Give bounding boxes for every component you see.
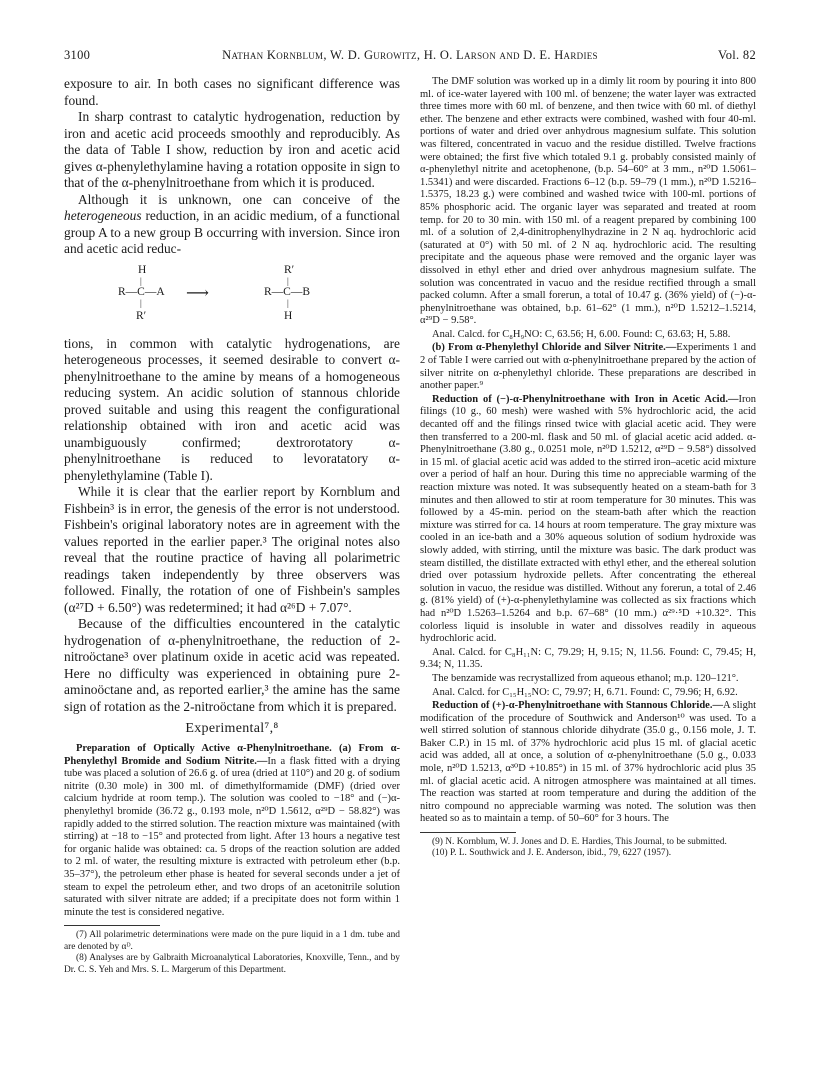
paragraph: tions, in common with catalytic hydrogenations, are heterogeneous processes, it seemed desirable to convert α-phenylnitroethane to the amine by means of a homogeneous reducing system. An acidic solution of stannous chloride proved suitable and using this reagent the configurational relationship obtained with iron and acetic acid was unambiguously confirmed; dextrorotatory α-phenylnitroethane is reduced to levoratatory α-phenylethylamine (Table I). <box>64 335 400 483</box>
paragraph: Reduction of (−)-α-Phenylnitroethane with Iron in Acetic Acid.—Iron filings (10 g., 60 mesh) were washed with 5% hydrochloric acid, the acid decanted off and the filings rinsed twice with glacial acetic acid. They were then transferred to a 200-ml. flask and 50 ml. of glacial acetic acid added. α-Phenylnitroethane (3.80 g., 0.0251 mole, n²⁰D 1.5212, α²⁹D − 9.58°) dissolved in 15 ml. of glacial acetic acid was added to the stirred iron–acetic acid mixture over a period of half an hour. During this time no appreciable warming of the reaction mixture was noted. It was subsequently heated on a steam-bath for 3 minutes and then allowed to stir at room temperature for 30 minutes. This was followed by a 45-min. period on the steam-bath after which the reaction mixture was stirred for ca. 14 hours at room temperature. The gray mixture was cooled in an ice-bath and a 30% aqueous solution of sodium hydroxide was slowly added, with stirring, until the mixture was basic. The dark product was steam distilled, the distillate extracted with ethyl ether, and the ethereal solution dried over potassium hydroxide pellets. After concentrating the ethereal solution in vacuo, the residue was distilled. Without any forerun, a total of 2.46 g. (81% yield) of (+)-α-phenylethylamine was collected as six fractions which had n²⁰D 1.5263–1.5264 and b.p. 67–68° (10 mm.) α²⁹·⁵D +10.32°. This colorless liquid is insoluble in water and dissolves readily in aqueous hydrochloric acid. <box>420 393 756 645</box>
experimental-heading: Experimental⁷,⁸ <box>185 721 279 736</box>
footnote-rule <box>420 832 516 833</box>
paragraph: Although it is unknown, one can conceive of the heterogeneous reduction, in an acidic medium, of a functional group A to a new group B occurring with inversion. Since iron and acetic acid reduc- <box>64 191 400 256</box>
footnote-rule <box>64 925 160 926</box>
footnote: (9) N. Kornblum, W. J. Jones and D. E. Hardies, This Journal, to be submitted. <box>432 837 727 848</box>
scheme-rprime-bottom: R′ <box>136 309 147 322</box>
paragraph: (b) From α-Phenylethyl Chloride and Silver Nitrite.—Experiments 1 and 2 of Table I were carried out with α-phenylnitroethane prepared by the action of silver nitrite on α-phenylethyl chloride. These preparations are described in another paper.⁹ <box>420 342 756 392</box>
running-header <box>64 48 756 66</box>
scheme-arrow: ⟶ <box>186 284 209 302</box>
scheme-left-chain: R—C—A <box>118 285 165 298</box>
page-number: 3100 <box>64 48 91 62</box>
scheme-h-left: H <box>138 263 147 276</box>
right-column <box>420 76 756 860</box>
paragraph: In sharp contrast to catalytic hydrogenation, reduction by iron and acetic acid proceeds smoothly and reproducibly. As the data of Table I show, reduction by iron and acetic acid gives α-phenylethylamine having a rotation opposite in sign to that of the α-phenylnitroethane from which it is produced. <box>64 109 400 190</box>
reaction-scheme: H R′ | | R—C—A ⟶ R—C—B | | R′ H <box>118 263 311 322</box>
analysis: Anal. Calcd. for C₈H₁₁N: C, 79.29; H, 9.15; N, 11.56. Found: C, 79.45; H, 9.34; N, 11.35. <box>420 646 756 671</box>
paragraph: Preparation of Optically Active α-Phenylnitroethane. (a) From α-Phenylethyl Bromide and Sodium Nitrite.—In a flask fitted with a drying tube was placed a solution of 26.6 g. of urea (dried at 110°) and 20 g. of sodium nitrite (0.30 mole) in 300 ml. of dimethylformamide (DMF) (dried over calcium hydride at room temp.). The solution was cooled to −18° and (−)α-phenylethyl bromide (36.72 g., 0.193 mole, n²⁰D 1.5612, α²⁹D − 58.82°) was rapidly added to the stirred solution. The reaction mixture was maintained (with stirring) at −18 to −15° and protected from light. After 13 hours a negative test for organic halide was obtained: ca. 5 drops of the reaction solution are added to 2 ml. of water, the resulting mixture is extracted with petroleum ether (b.p. 35–37°), the petroleum ether phase is heated for several seconds under a jet of steam to expel the petroleum ether, and two drops of an acetonitrile solution saturated with silver nitrate are added; if a precipitate does not form within 1 minute the test is considered negative. <box>64 743 400 918</box>
footnotes <box>64 930 400 976</box>
volume-number: Vol. 82 <box>718 48 756 62</box>
paragraph: exposure to air. In both cases no significant difference was found. <box>64 76 400 108</box>
paragraph: The benzamide was recrystallized from aqueous ethanol; m.p. 120–121°. <box>432 672 739 684</box>
footnote: (8) Analyses are by Galbraith Microanalytical Laboratories, Knoxville, Tenn., and by Dr. C. S. Yeh and Mrs. S. L. Margerum of this Department. <box>64 953 400 975</box>
paragraph: The DMF solution was worked up in a dimly lit room by pouring it into 800 ml. of ice-water layered with 100 ml. of benzene; the water layer was extracted three times more with 60 ml. of benzene, and then twice with 60 ml. of diethyl ether. The benzene and ether extracts were combined, washed with four 40-ml. portions of water and dried over anhydrous magnesium sulfate. This solution was filtered, concentrated in vacuo and the residue distilled. Twelve fractions were obtained; the first five which totaled 9.1 g. probably consisted mainly of α-phenylethyl nitrite and acetophenone, (b.p. 54–60° at 3 mm., n²⁰D 1.5061–1.5341) and were discarded. Fractions 6–12 (b.p. 59–79 (1 mm.), n²⁰D 1.5216–1.5375, 18.23 g.) were combined and washed twice with 100-ml. portions of 85% phosphoric acid. The organic layer was separated and treated at room temp. for 20 to 30 min. with 150 ml. of a reagent prepared by combining 100 ml. of a solution of 2,4-dinitrophenylhydrazine in 2 N aq. hydrochloric acid (saturated at 0°) with 50 ml. of 2 N aq. hydrochloric acid. The resulting precipitate and the aqueous phase were removed and the organic layer was dissolved in ethyl ether and dried over anhydrous magnesium sulfate. The solution was concentrated in vacuo and the residue rectified through a small packed column. After a small forerun, a total of 10.47 g. (36% yield) of (−)-α-phenylnitroethane was obtained, b.p. 61–62° (1 mm.), n²⁰D 1.5212–1.5214, α²⁹D − 9.58°. <box>420 76 756 327</box>
analysis: Anal. Calcd. for C₁₅H₁₅NO: C, 79.97; H, 6.71. Found: C, 79.96; H, 6.92. <box>432 686 738 698</box>
footnote: (7) All polarimetric determinations were made on the pure liquid in a 1 dm. tube and are denoted by αᴰ. <box>64 930 400 952</box>
running-head-authors: Nathan Kornblum, W. D. Gurowitz, H. O. Larson and D. E. Hardies <box>222 48 598 62</box>
paragraph: Because of the difficulties encountered in the catalytic hydrogenation of α-phenylnitroethane, the reduction of 2-nitroöctane³ over platinum oxide in acetic acid was repeated. Here no difficulty was experienced in obtaining pure 2-aminoöctane and, as reported earlier,³ the amine has the same sign of rotation as the 2-nitroöctane from which it is prepared. <box>64 616 400 714</box>
paragraph: Reduction of (+)-α-Phenylnitroethane with Stannous Chloride.—A slight modification of the procedure of Southwick and Anderson¹⁰ was used. To a well stirred solution of stannous chloride dihydrate (35.0 g., 0.156 mole, J. T. Baker C.P.) in 15 ml. of 37% hydrochloric acid plus 15 ml. of glacial acetic acid was added, all at once, a solution of α-phenylnitroethane (5.0 g., 0.033 mole, n²⁰D 1.5213, α³⁰D +10.85°) in 15 ml. of 37% hydrochloric acid plus 35 ml. of glacial acetic acid. A nitrogen atmosphere was maintained at all times. The reaction was started at room temperature and during the addition of the nitro compound no appreciable warming was noted. The solution was then heated so as to maintain a temp. of 50–60° for 3 hours. The <box>420 700 757 825</box>
analysis: Anal. Calcd. for C₈H₉NO: C, 63.56; H, 6.00. Found: C, 63.63; H, 5.88. <box>432 328 731 340</box>
footnotes <box>420 837 756 860</box>
scheme-h-right: H <box>284 309 293 322</box>
scheme-rprime-top: R′ <box>284 263 295 276</box>
left-column <box>64 76 400 976</box>
scheme-right-chain: R—C—B <box>264 285 311 298</box>
footnote: (10) P. L. Southwick and J. E. Anderson, ibid., 79, 6227 (1957). <box>432 848 672 859</box>
paragraph: While it is clear that the earlier report by Kornblum and Fishbein³ is in error, the genesis of the error is not understood. Fishbein's original laboratory notes are in agreement with the values reported in the earlier paper.³ The original notes also reveal that the routine practice of having all polarimetric readings taken independently by three observers was followed. Finally, the rotation of one of Fishbein's samples (α²⁷D + 6.50°) was redetermined; it had α²⁶D + 7.07°. <box>64 484 400 615</box>
